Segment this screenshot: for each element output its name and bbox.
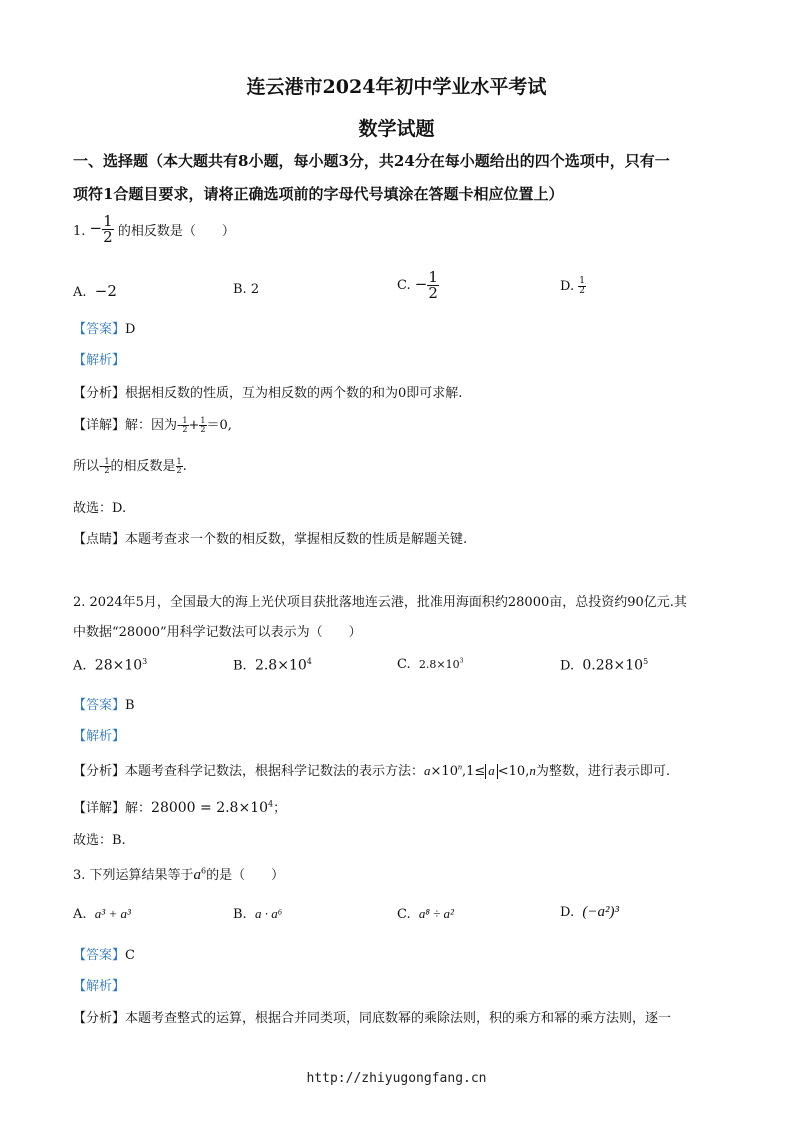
q2-option-b: B. $2.8\times 10^4$: [233, 657, 312, 674]
page-subtitle: 数学试题: [358, 118, 435, 140]
q2-option-d: D. $0.28\times 10^5$: [560, 657, 649, 674]
q3-option-a: A. a³ + a³: [73, 906, 131, 922]
page-title: 连云港市2024年初中学业水平考试: [246, 76, 547, 98]
q1-xiangjie: 【详解】解：因为- $\frac{1}{2}$ + $\frac{1}{2}$ ＝0,: [73, 416, 232, 434]
q2-option-c: C. $2.8\times 10^3$: [397, 657, 464, 672]
section-heading-line2: 项符1合题目要求，请将正确选项前的字母代号填涂在答题卡相应位置上）: [73, 185, 564, 203]
q1-option-a: A. −2: [73, 282, 117, 300]
q3-jiexi: 【解析】: [73, 979, 126, 994]
q1-stem: 1. − $\frac{1}{2}$ 的相反数是（ ）: [73, 212, 235, 246]
q3-option-b: B. a · a⁶: [233, 906, 283, 922]
q2-option-a: A. $28\times 10^3$: [73, 657, 148, 674]
q1-option-c: C. − $\frac{1}{2}$: [397, 268, 438, 302]
q2-stem-line1: 2. 2024年5月，全国最大的海上光伏项目获批落地连云港，批准用海面积约28000亩，总投资约90亿元.其: [73, 595, 687, 610]
q1-suoyi: 所以- $\frac{1}{2}$ 的相反数是 $\frac{1}{2}$ .: [73, 457, 187, 475]
q3-stem: 3. 下列运算结果等于$a^6$的是（ ）: [73, 866, 285, 883]
q3-answer: 【答案】C: [73, 948, 135, 963]
q2-guxuan: 故选：B.: [73, 833, 126, 848]
q1-fenxi: 【分析】根据相反数的性质，互为相反数的两个数的和为0即可求解.: [73, 386, 463, 401]
q3-option-d: D. (−a²)³: [560, 904, 619, 920]
q3-fenxi: 【分析】本题考查整式的运算，根据合并同类项，同底数幂的乘除法则，积的乘方和幂的乘方法则，逐一: [73, 1011, 672, 1026]
footer-url[interactable]: http://zhiyugongfang.cn: [306, 1071, 487, 1086]
section-heading-line1: 一、选择题（本大题共有8小题，每小题3分，共24分在每小题给出的四个选项中，只有一: [73, 152, 670, 170]
q2-answer: 【答案】B: [73, 698, 135, 713]
q2-fenxi: 【分析】本题考查科学记数法，根据科学记数法的表示方法：$a\times 10^n,1\le a <10,n$为整数，进行表示即可.: [73, 762, 670, 779]
q2-stem-line2: 中数据“28000”用科学记数法可以表示为（ ）: [73, 625, 362, 640]
q1-dianjing: 【点睛】本题考查求一个数的相反数，掌握相反数的性质是解题关键.: [73, 532, 468, 547]
q1-option-b: B. 2: [233, 282, 260, 297]
q1-guxuan: 故选：D.: [73, 501, 127, 516]
q3-option-c: C. a⁸ ÷ a²: [397, 906, 454, 922]
q2-jiexi: 【解析】: [73, 729, 126, 744]
q1-option-d: D. $\frac{1}{2}$: [560, 276, 585, 296]
q1-answer: 【答案】D: [73, 322, 136, 337]
q2-xiangjie: 【详解】解：$28000 = 2.8\times 10^4$；: [73, 799, 287, 816]
q1-fraction: $\frac{1}{2}$: [103, 212, 113, 246]
q1-jiexi: 【解析】: [73, 353, 126, 368]
